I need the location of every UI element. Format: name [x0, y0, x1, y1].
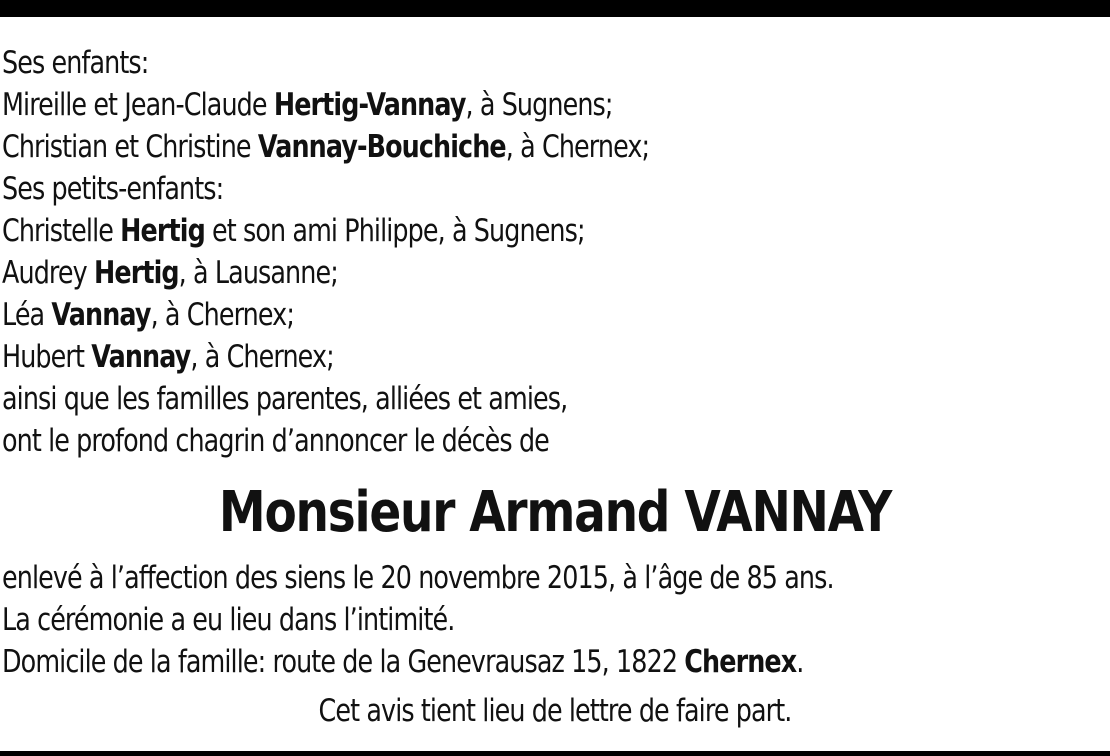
top-border-rule: [0, 0, 1110, 17]
child-line-1: [2, 84, 904, 126]
family-domicile-line: [2, 641, 904, 683]
child-1-first-names: Mireille et Jean-Claude: [2, 87, 274, 123]
obituary-family-list: [2, 42, 1102, 462]
domicile-address: Domicile de la famille: route de la Genevrausaz 15, 1822: [2, 644, 685, 680]
child-1-surname: Hertig-Vannay: [273, 87, 466, 123]
families-line: ainsi que les familles parentes, alliées et amies,: [2, 381, 568, 417]
child-1-location: , à Sugnens;: [465, 87, 613, 123]
grandchild-1-first-name: Christelle: [2, 213, 121, 249]
grandchild-line-1: [2, 210, 904, 252]
domicile-punctuation: .: [796, 644, 804, 680]
bottom-border-rule: [0, 751, 1110, 756]
ceremony-line: La cérémonie a eu lieu dans l’intimité.: [2, 602, 455, 638]
domicile-place: Chernex: [684, 644, 797, 680]
death-details: [2, 557, 1102, 683]
grandchild-4-first-name: Hubert: [2, 339, 92, 375]
grandchild-1-details: et son ami Philippe, à Sugnens;: [204, 213, 585, 249]
deceased-name: Monsieur Armand VANNAY: [218, 480, 892, 545]
grandchild-line-3: [2, 294, 904, 336]
grandchildren-heading: Ses petits-enfants:: [2, 171, 224, 207]
grandchild-3-location: , à Chernex;: [150, 297, 294, 333]
child-2-surname: Vannay-Bouchiche: [257, 129, 506, 165]
children-heading: Ses enfants:: [2, 45, 149, 81]
grandchild-line-4: [2, 336, 904, 378]
child-2-first-names: Christian et Christine: [2, 129, 258, 165]
announcement-line: ont le profond chagrin d’annoncer le décès de: [2, 423, 549, 459]
child-line-2: [2, 126, 904, 168]
grandchild-4-location: , à Chernex;: [190, 339, 334, 375]
grandchild-4-surname: Vannay: [91, 339, 191, 375]
grandchild-2-location: , à Lausanne;: [178, 255, 338, 291]
closing-note: Cet avis tient lieu de lettre de faire part.: [318, 693, 792, 729]
grandchild-2-surname: Hertig: [93, 255, 179, 291]
grandchild-2-first-name: Audrey: [2, 255, 94, 291]
grandchild-line-2: [2, 252, 904, 294]
death-date-line: enlevé à l’affection des siens le 20 novembre 2015, à l’âge de 85 ans.: [2, 560, 834, 596]
child-2-location: , à Chernex;: [505, 129, 650, 165]
grandchild-1-surname: Hertig: [120, 213, 205, 249]
grandchild-3-first-name: Léa: [2, 297, 52, 333]
grandchild-3-surname: Vannay: [51, 297, 151, 333]
